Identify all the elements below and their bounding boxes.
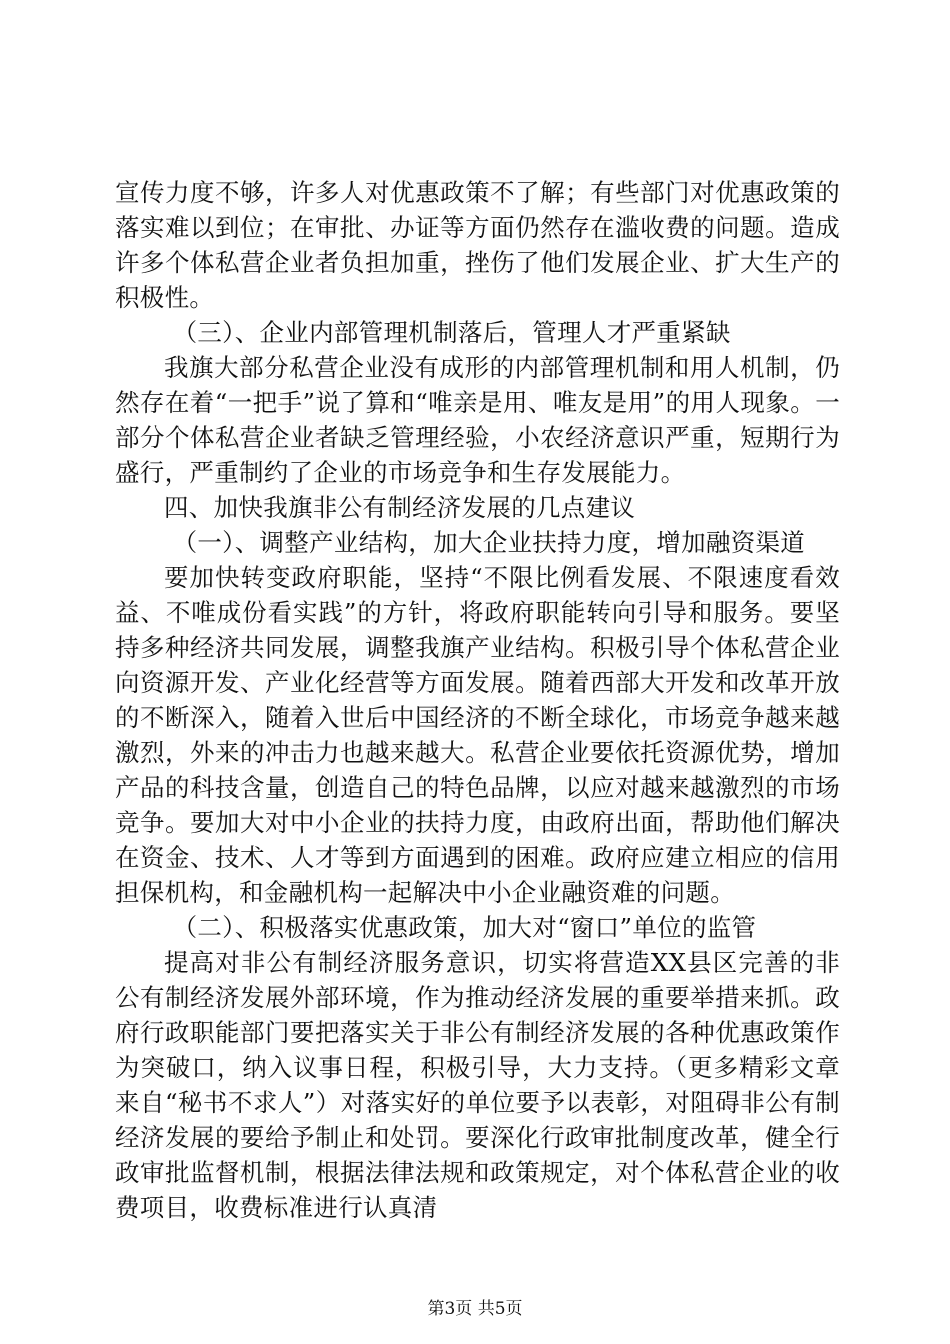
section-subheading: （一）、调整产业结构，加大企业扶持力度，增加融资渠道 [172, 528, 806, 557]
page-number: 第3页 共5页 [427, 1299, 523, 1319]
section-subheading: （三）、企业内部管理机制落后，管理人才严重紧缺 [172, 318, 731, 347]
body-paragraph: 我旗大部分私营企业没有成形的内部管理机制和用人机制，仍然存在着“一把手”说了算和“唯亲是用、唯友是用”的用人现象。一部分个体私营企业者缺乏管理经验，小农经济意识严重，短期行为盛行，严重制约了企业的市场竞争和生存发展能力。 [115, 353, 840, 487]
document-body [115, 175, 840, 1225]
body-paragraph: 要加快转变政府职能，坚持“不限比例看发展、不限速度看效益、不唯成份看实践”的方针，将政府职能转向引导和服务。要坚持多种经济共同发展，调整我旗产业结构。积极引导个体私营企业向资源开发、产业化经营等方面发展。随着西部大开发和改革开放的不断深入，随着入世后中国经济的不断全球化，市场竞争越来越激烈，外来的冲击力也越来越大。私营企业要依托资源优势，增加产品的科技含量，创造自己的特色品牌，以应对越来越激烈的市场竞争。要加大对中小企业的扶持力度，由政府出面，帮助他们解决在资金、技术、人才等到方面遇到的困难。政府应建立相应的信用担保机构，和金融机构一起解决中小企业融资难的问题。 [115, 563, 840, 907]
section-heading: 四、加快我旗非公有制经济发展的几点建议 [164, 493, 636, 522]
body-paragraph: 提高对非公有制经济服务意识，切实将营造XX县区完善的非公有制经济发展外部环境，作为推动经济发展的重要举措来抓。政府行政职能部门要把落实关于非公有制经济发展的各种优惠政策作为突破口，纳入议事日程，积极引导，大力支持。（更多精彩文章来自“秘书不求人”）对落实好的单位要予以表彰，对阻碍非公有制经济发展的要给予制止和处罚。要深化行政审批制度改革，健全行政审批监督机制，根据法律法规和政策规定，对个体私营企业的收费项目，收费标准进行认真清 [115, 948, 840, 1222]
paragraph-continuation: 宣传力度不够，许多人对优惠政策不了解；有些部门对优惠政策的落实难以到位；在审批、办证等方面仍然存在滥收费的问题。造成许多个体私营企业者负担加重，挫伤了他们发展企业、扩大生产的积极性。 [115, 178, 840, 312]
section-subheading: （二）、积极落实优惠政策，加大对“窗口”单位的监管 [172, 913, 757, 942]
